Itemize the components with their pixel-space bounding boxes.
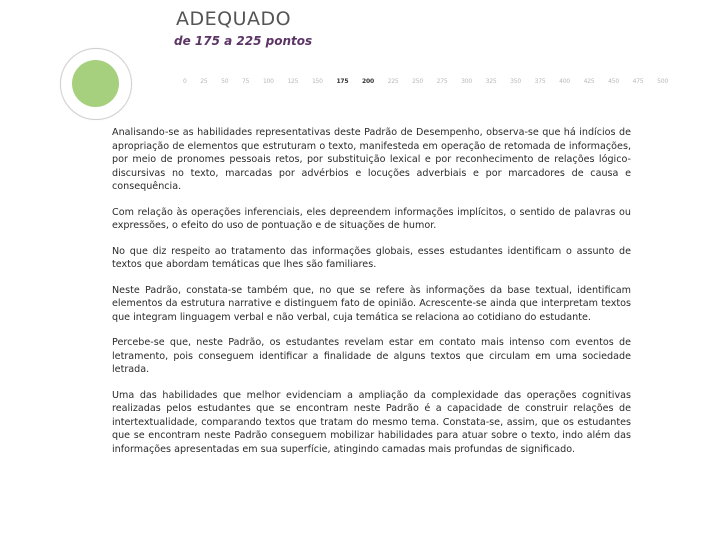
scale-tick: 325: [485, 77, 497, 85]
scale-tick: 25: [200, 77, 208, 85]
scale-tick: 225: [387, 77, 399, 85]
scale-tick: 375: [534, 77, 546, 85]
paragraph: Uma das habilidades que melhor evidenciam a ampliação da complexidade das operações cognitivas realizadas pelos estudantes que se encontram neste Padrão é a capacidade de construir relações de intertextualidade, comparando textos que tratam do mesmo tema. Constata-se, assim, que os estudantes que se encontram neste Padrão conseguem mobilizar habilidades para atuar sobre o texto, indo além das informações apresentadas em sua superfície, atingindo camadas mais profundas de significado.: [112, 389, 631, 455]
level-indicator-disc: [72, 60, 119, 107]
paragraph: No que diz respeito ao tratamento das informações globais, esses estudantes identificam o assunto de textos que abordam temáticas que lhes são familiares.: [112, 245, 631, 270]
score-scale: [183, 76, 668, 86]
paragraph: Analisando-se as habilidades representativas deste Padrão de Desempenho, observa-se que há indícios de apropriação de elementos que estruturam o texto, manifesteda em operação de retomada de informações, por meio de pronomes pessoais retos, por substituição lexical e por reconhecimento de relações lógico-discursivas no texto, marcadas por advérbios e locuções adverbiais e por marcadores de causa e consequência.: [112, 127, 631, 192]
scale-tick: 200: [362, 77, 374, 85]
scale-tick: 425: [583, 77, 595, 85]
scale-tick: 400: [559, 77, 570, 85]
scale-tick: 50: [221, 77, 229, 85]
scale-tick: 100: [262, 77, 274, 85]
scale-tick: 475: [632, 77, 644, 85]
score-range: de 175 a 225 pontos: [174, 34, 313, 48]
scale-tick: 0: [183, 77, 187, 85]
scale-tick: 350: [510, 77, 521, 85]
scale-tick: 250: [412, 77, 423, 85]
paragraph: Percebe-se que, neste Padrão, os estudantes revelam estar em contato mais intenso com eventos de letramento, pois conseguem identificar a finalidade de alguns textos que circulam em uma sociedade letrada.: [112, 337, 631, 375]
description-text: [112, 126, 631, 468]
scale-tick: 300: [461, 77, 472, 85]
page-title: ADEQUADO: [176, 8, 292, 30]
scale-tick: 450: [608, 77, 619, 85]
scale-tick: 275: [436, 77, 448, 85]
paragraph: Neste Padrão, constata-se também que, no que se refere às informações da base textual, identificam elementos da estrutura narrative e distinguem fato de opinião. Acrescente-se ainda que interpretam textos que integram linguagem verbal e não verbal, cuja temática se relaciona ao cotidiano do estudante.: [112, 284, 631, 323]
scale-tick: 500: [657, 77, 668, 85]
scale-tick: 75: [242, 77, 250, 85]
scale-tick: 125: [287, 77, 299, 85]
scale-tick: 175: [336, 77, 349, 85]
scale-tick: 150: [311, 77, 323, 85]
paragraph: Com relação às operações inferenciais, eles depreendem informações implícitos, o sentido de palavras ou expressões, o efeito do uso de pontuação e de situações de humor.: [112, 206, 631, 231]
